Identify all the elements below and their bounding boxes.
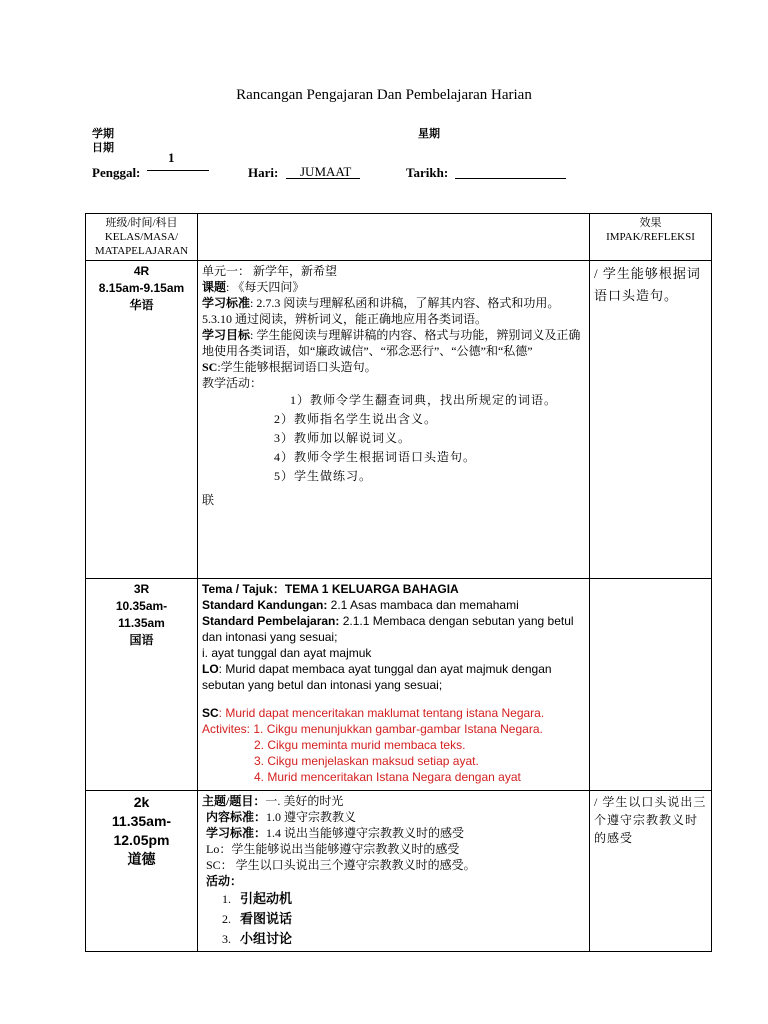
sc-line (202, 359, 585, 375)
sp-line (202, 613, 585, 645)
sc-label: SC (202, 706, 219, 720)
content-standard-text: 1.0 遵守宗教教义 (266, 810, 357, 824)
list-number: 3. (222, 932, 240, 946)
content-cell (198, 579, 590, 791)
hari-value: JUMAAT (300, 164, 352, 179)
list-item (202, 909, 585, 929)
class-name: 4R (133, 264, 150, 278)
tarikh-underline (455, 178, 566, 179)
class-subject: 华语 (129, 298, 154, 312)
sp-label: Standard Pembelajaran: (202, 614, 340, 628)
class-time-start: 11.35am- (111, 813, 172, 829)
reflection-cell (590, 579, 712, 791)
standard-line (202, 295, 585, 311)
date-label-cn: 日期 (92, 142, 114, 154)
page-title: Rancangan Pengajaran Dan Pembelajaran Harian (236, 87, 532, 103)
sp-text: 2.1.1 Membaca dengan sebutan yang betul dan intonasi yang sesuai; (202, 614, 574, 644)
lesson-plan-table (85, 213, 712, 952)
table-header-row (86, 214, 712, 261)
lo-line: Lo：学生能够说出当能够遵守宗教教义时的感受 (206, 842, 460, 856)
class-time-end: 12.05pm (113, 832, 170, 848)
objective-line (202, 327, 585, 359)
standard-label: 学习标准 (202, 296, 251, 310)
class-subject: 道德 (127, 851, 156, 867)
content-cell (198, 261, 590, 579)
sc-text: :学生能够根据词语口头造句。 (217, 360, 377, 374)
class-cell (86, 579, 198, 791)
header-class-ms: KELAS/MASA/ (104, 231, 179, 243)
list-number: 1. (222, 892, 240, 906)
class-name: 2k (133, 794, 150, 810)
learning-standard-text: 1.4 说出当能够遵守宗教教义时的感受 (266, 826, 465, 840)
standard-text: : 2.7.3 阅读与理解私函和讲稿，了解其内容、格式和功用。 (250, 296, 560, 310)
table-row (86, 579, 712, 791)
lo-text: : Murid dapat membaca ayat tunggal dan ayat majmuk dengan sebutan yang betul dan intonasi yang sesuai; (202, 662, 552, 692)
class-time: 8.15am-9.15am (98, 281, 185, 295)
theme-line (202, 793, 585, 809)
lo-line (202, 661, 585, 693)
objective-text: : 学生能阅读与理解讲稿的内容、格式与功能，辨别词义及正确地使用各类词语，如“廉政诚信”、“邪念恶行”、“公德”和“私德” (202, 328, 581, 358)
activity-item: 1）教师令学生翻查词典，找出所规定的词语。 (290, 393, 558, 407)
reflection-text: / 学生以口头说出三个遵守宗教教义时的感受 (594, 795, 707, 845)
activity-label-text: 活动： (206, 874, 243, 888)
activity-item: 4）教师令学生根据词语口头造句。 (274, 450, 477, 464)
activity-item: 2. Cikgu meminta murid membaca teks. (254, 738, 466, 752)
sc-text: : Murid dapat menceritakan maklumat tentang istana Negara. (218, 706, 545, 720)
list-number: 2. (222, 912, 240, 926)
tail-text: 联 (202, 493, 215, 507)
list-item-text: 小组讨论 (240, 931, 293, 946)
content-cell (198, 791, 590, 952)
penggal-value: 1 (168, 150, 175, 165)
header-reflection-cn: 效果 (639, 217, 662, 229)
sc-label: SC (202, 360, 218, 374)
reflection-cell (590, 261, 712, 579)
list-item (202, 929, 585, 949)
activity-label (202, 873, 585, 889)
topic-label: 课题 (202, 280, 227, 294)
header-class-cell (86, 214, 198, 261)
tema-label: Tema / Tajuk (202, 582, 273, 596)
sk-text: 2.1 Asas mambaca dan memahami (327, 598, 519, 612)
learning-standard-line (202, 825, 585, 841)
activity-item: 3. Cikgu menjelaskan maksud setiap ayat. (254, 754, 479, 768)
standard-line-2: 5.3.10 通过阅读，辨析词义，能正确地应用各类词语。 (202, 312, 488, 326)
class-name: 3R (133, 582, 150, 596)
penggal-label: Penggal: (92, 165, 141, 180)
sc-line (202, 705, 585, 721)
lo-label: LO (202, 662, 219, 676)
header-reflection-cell (590, 214, 712, 261)
table-row (86, 261, 712, 579)
header-subject-ms: MATAPELAJARAN (94, 245, 189, 257)
header-content-cell (198, 214, 590, 261)
topic-line (202, 279, 585, 295)
unit-line: 单元一： 新学年，新希望 (202, 264, 338, 278)
list-item-text: 引起动机 (240, 891, 293, 906)
table-row (86, 791, 712, 952)
class-cell (86, 261, 198, 579)
activity-item: Activites: 1. Cikgu menunjukkan gambar-gambar Istana Negara. (202, 722, 543, 736)
activity-item: 2）教师指名学生说出含义。 (274, 412, 438, 426)
penggal-underline (147, 170, 209, 171)
sp-line-2: i. ayat tunggal dan ayat majmuk (202, 646, 372, 660)
class-time-end: 11.35am (118, 616, 165, 630)
topic-text: : 《每天四问》 (226, 280, 305, 294)
list-item-text: 看图说话 (240, 911, 293, 926)
theme-text: 一. 美好的时光 (265, 794, 344, 808)
term-label: 学期 (92, 128, 114, 140)
class-time-start: 10.35am- (115, 599, 168, 613)
activity-item: 4. Murid menceritakan Istana Negara dengan ayat (254, 770, 521, 784)
tema-line (202, 581, 585, 597)
header-class-cn: 班级/时间/科目 (105, 217, 178, 229)
content-standard-label: 内容标准： (206, 810, 267, 824)
reflection-cell (590, 791, 712, 952)
sc-line: SC： 学生以口头说出三个遵守宗教教义时的感受。 (206, 858, 476, 872)
tarikh-label: Tarikh: (406, 165, 449, 180)
activity-item: 5）学生做练习。 (274, 469, 373, 483)
header-reflection-ms: IMPAK/REFLEKSI (606, 231, 695, 243)
learning-standard-label: 学习标准： (206, 826, 267, 840)
theme-label: 主题/题目： (202, 794, 266, 808)
class-subject: 国语 (129, 633, 154, 647)
sk-label: Standard Kandungan: (202, 598, 328, 612)
content-standard-line (202, 809, 585, 825)
hari-label: Hari: (248, 165, 279, 180)
sk-line (202, 597, 585, 613)
day-label-cn: 星期 (418, 128, 440, 140)
activity-label: 教学活动： (202, 376, 263, 390)
reflection-text: / 学生能够根据词语口头造句。 (594, 266, 701, 303)
activity-item: 3）教师加以解说词义。 (274, 431, 412, 445)
list-item (202, 889, 585, 909)
class-cell (86, 791, 198, 952)
tema-text: ：TEMA 1 KELUARGA BAHAGIA (272, 582, 459, 596)
objective-label: 学习目标 (202, 328, 251, 342)
